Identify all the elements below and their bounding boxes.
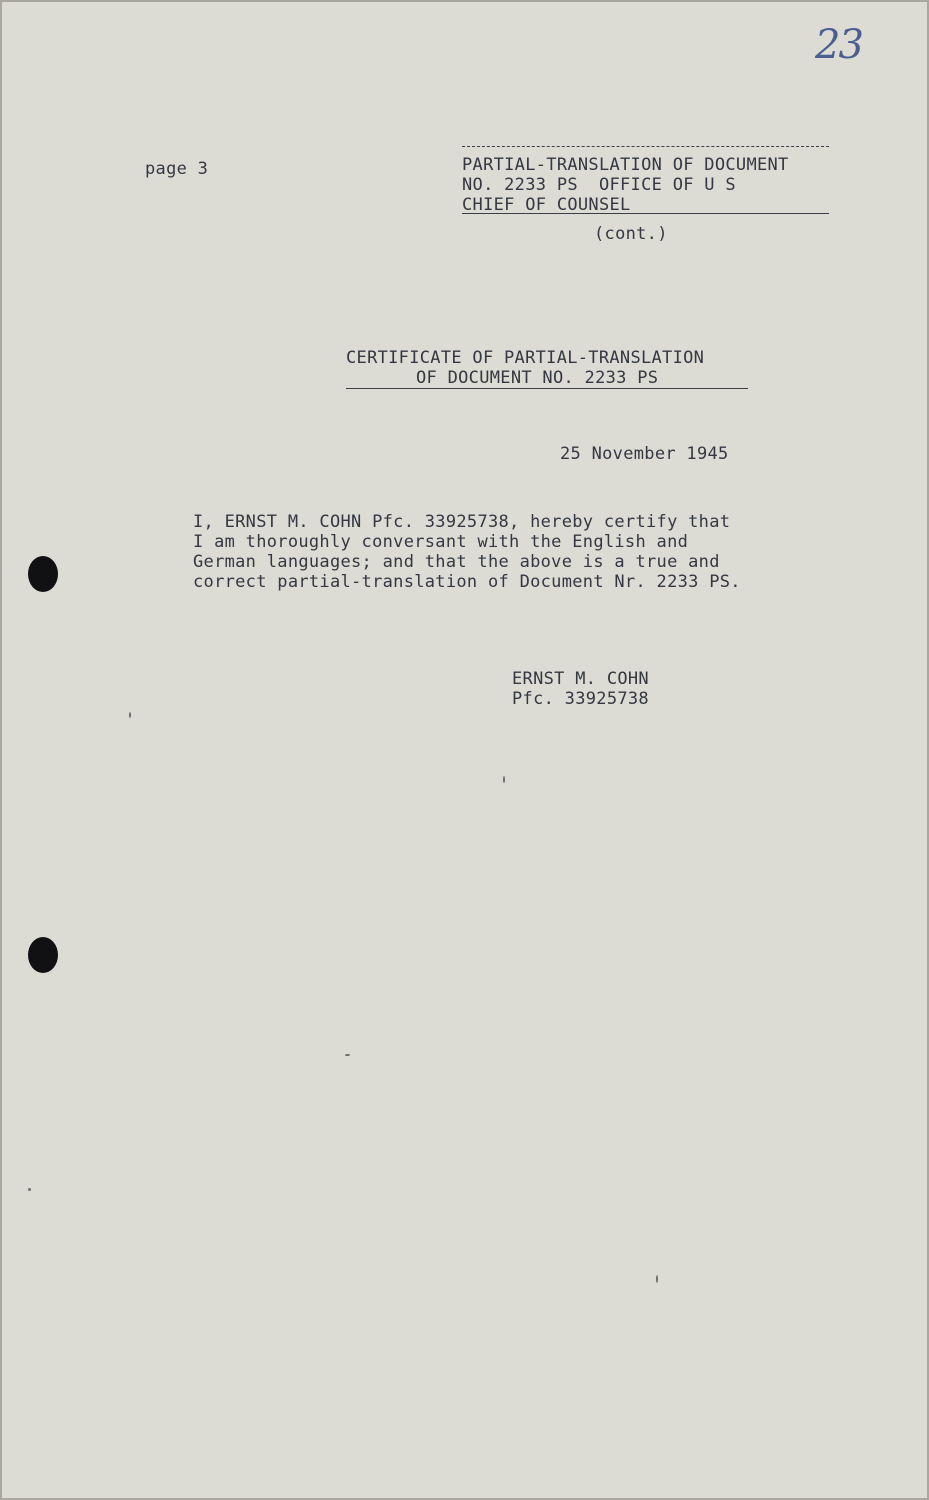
punch-hole-upper: [28, 556, 58, 592]
header-top-rule: [462, 146, 829, 147]
paper-speck: [656, 1275, 658, 1283]
signature-rank-serial: Pfc. 33925738: [512, 689, 649, 709]
header-line-1: PARTIAL-TRANSLATION OF DOCUMENT: [462, 155, 789, 175]
header-line-3: CHIEF OF COUNSEL: [462, 195, 631, 215]
paper-speck: [503, 776, 505, 783]
paper-speck: [345, 1054, 350, 1056]
certificate-title-line-2: OF DOCUMENT NO. 2233 PS: [416, 368, 659, 388]
header-line-2: NO. 2233 PS OFFICE OF U S: [462, 175, 736, 195]
certificate-title-rule: [346, 388, 748, 389]
certificate-body-line-2: I am thoroughly conversant with the English and: [193, 532, 689, 552]
header-cont: (cont.): [594, 224, 668, 244]
handwritten-page-number: 23: [815, 22, 862, 68]
certificate-body-line-3: German languages; and that the above is a true and: [193, 552, 720, 572]
signature-name: ERNST M. COHN: [512, 669, 649, 689]
header-bottom-rule: [462, 213, 829, 214]
paper-speck: [129, 712, 131, 718]
certificate-date: 25 November 1945: [560, 444, 729, 464]
certificate-title-line-1: CERTIFICATE OF PARTIAL-TRANSLATION: [346, 348, 705, 368]
punch-hole-lower: [28, 937, 58, 973]
page-label: page 3: [145, 159, 209, 179]
certificate-body-line-1: I, ERNST M. COHN Pfc. 33925738, hereby certify that: [193, 512, 731, 532]
paper-speck: [28, 1188, 31, 1191]
certificate-body-line-4: correct partial-translation of Document Nr. 2233 PS.: [193, 572, 741, 592]
